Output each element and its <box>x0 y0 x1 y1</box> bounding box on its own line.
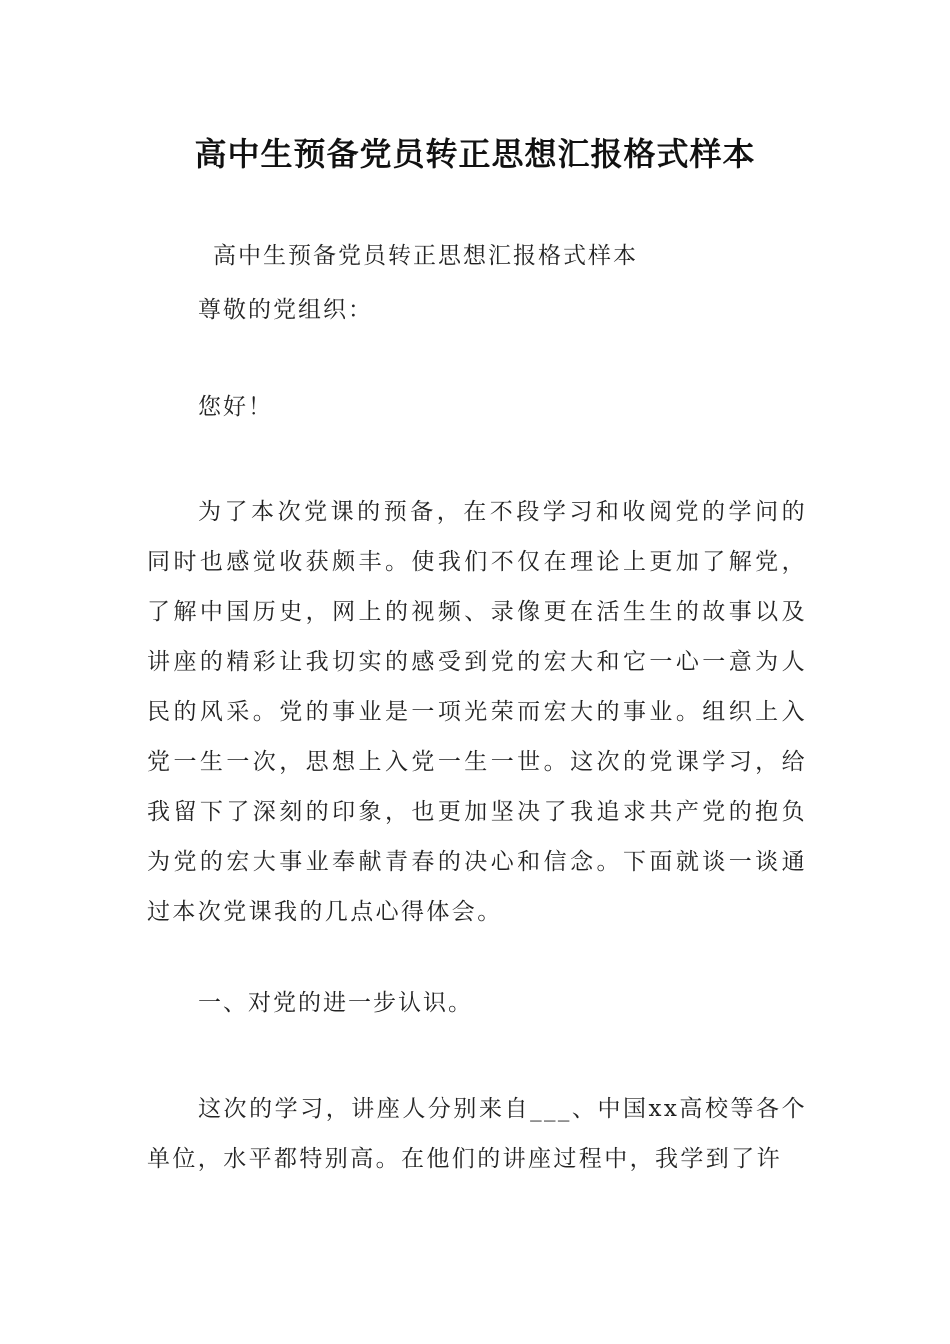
body-paragraph-2: 这次的学习，讲座人分别来自___、中国xx高校等各个单位，水平都特别高。在他们的讲座过程中，我学到了许 <box>147 1096 807 1172</box>
document-subtitle: 高中生预备党员转正思想汇报格式样本 <box>213 243 638 269</box>
greeting: 您好！ <box>198 394 273 420</box>
document-title: 高中生预备党员转正思想汇报格式样本 <box>194 135 756 173</box>
section-heading: 一、对党的进一步认识。 <box>198 990 473 1016</box>
salutation: 尊敬的党组织： <box>198 297 373 323</box>
body-paragraph-1: 为了本次党课的预备，在不段学习和收阅党的学问的同时也感觉收获颇丰。使我们不仅在理论上更加了解党，了解中国历史，网上的视频、录像更在活生生的故事以及讲座的精彩让我切实的感受到党的宏大和它一心一意为人民的风采。党的事业是一项光荣而宏大的事业。组织上入党一生一次，思想上入党一生一世。这次的党课学习，给我留下了深刻的印象，也更加坚决了我追求共产党的抱负为党的宏大事业奉献青春的决心和信念。下面就谈一谈通过本次党课我的几点心得体会。 <box>147 499 807 925</box>
